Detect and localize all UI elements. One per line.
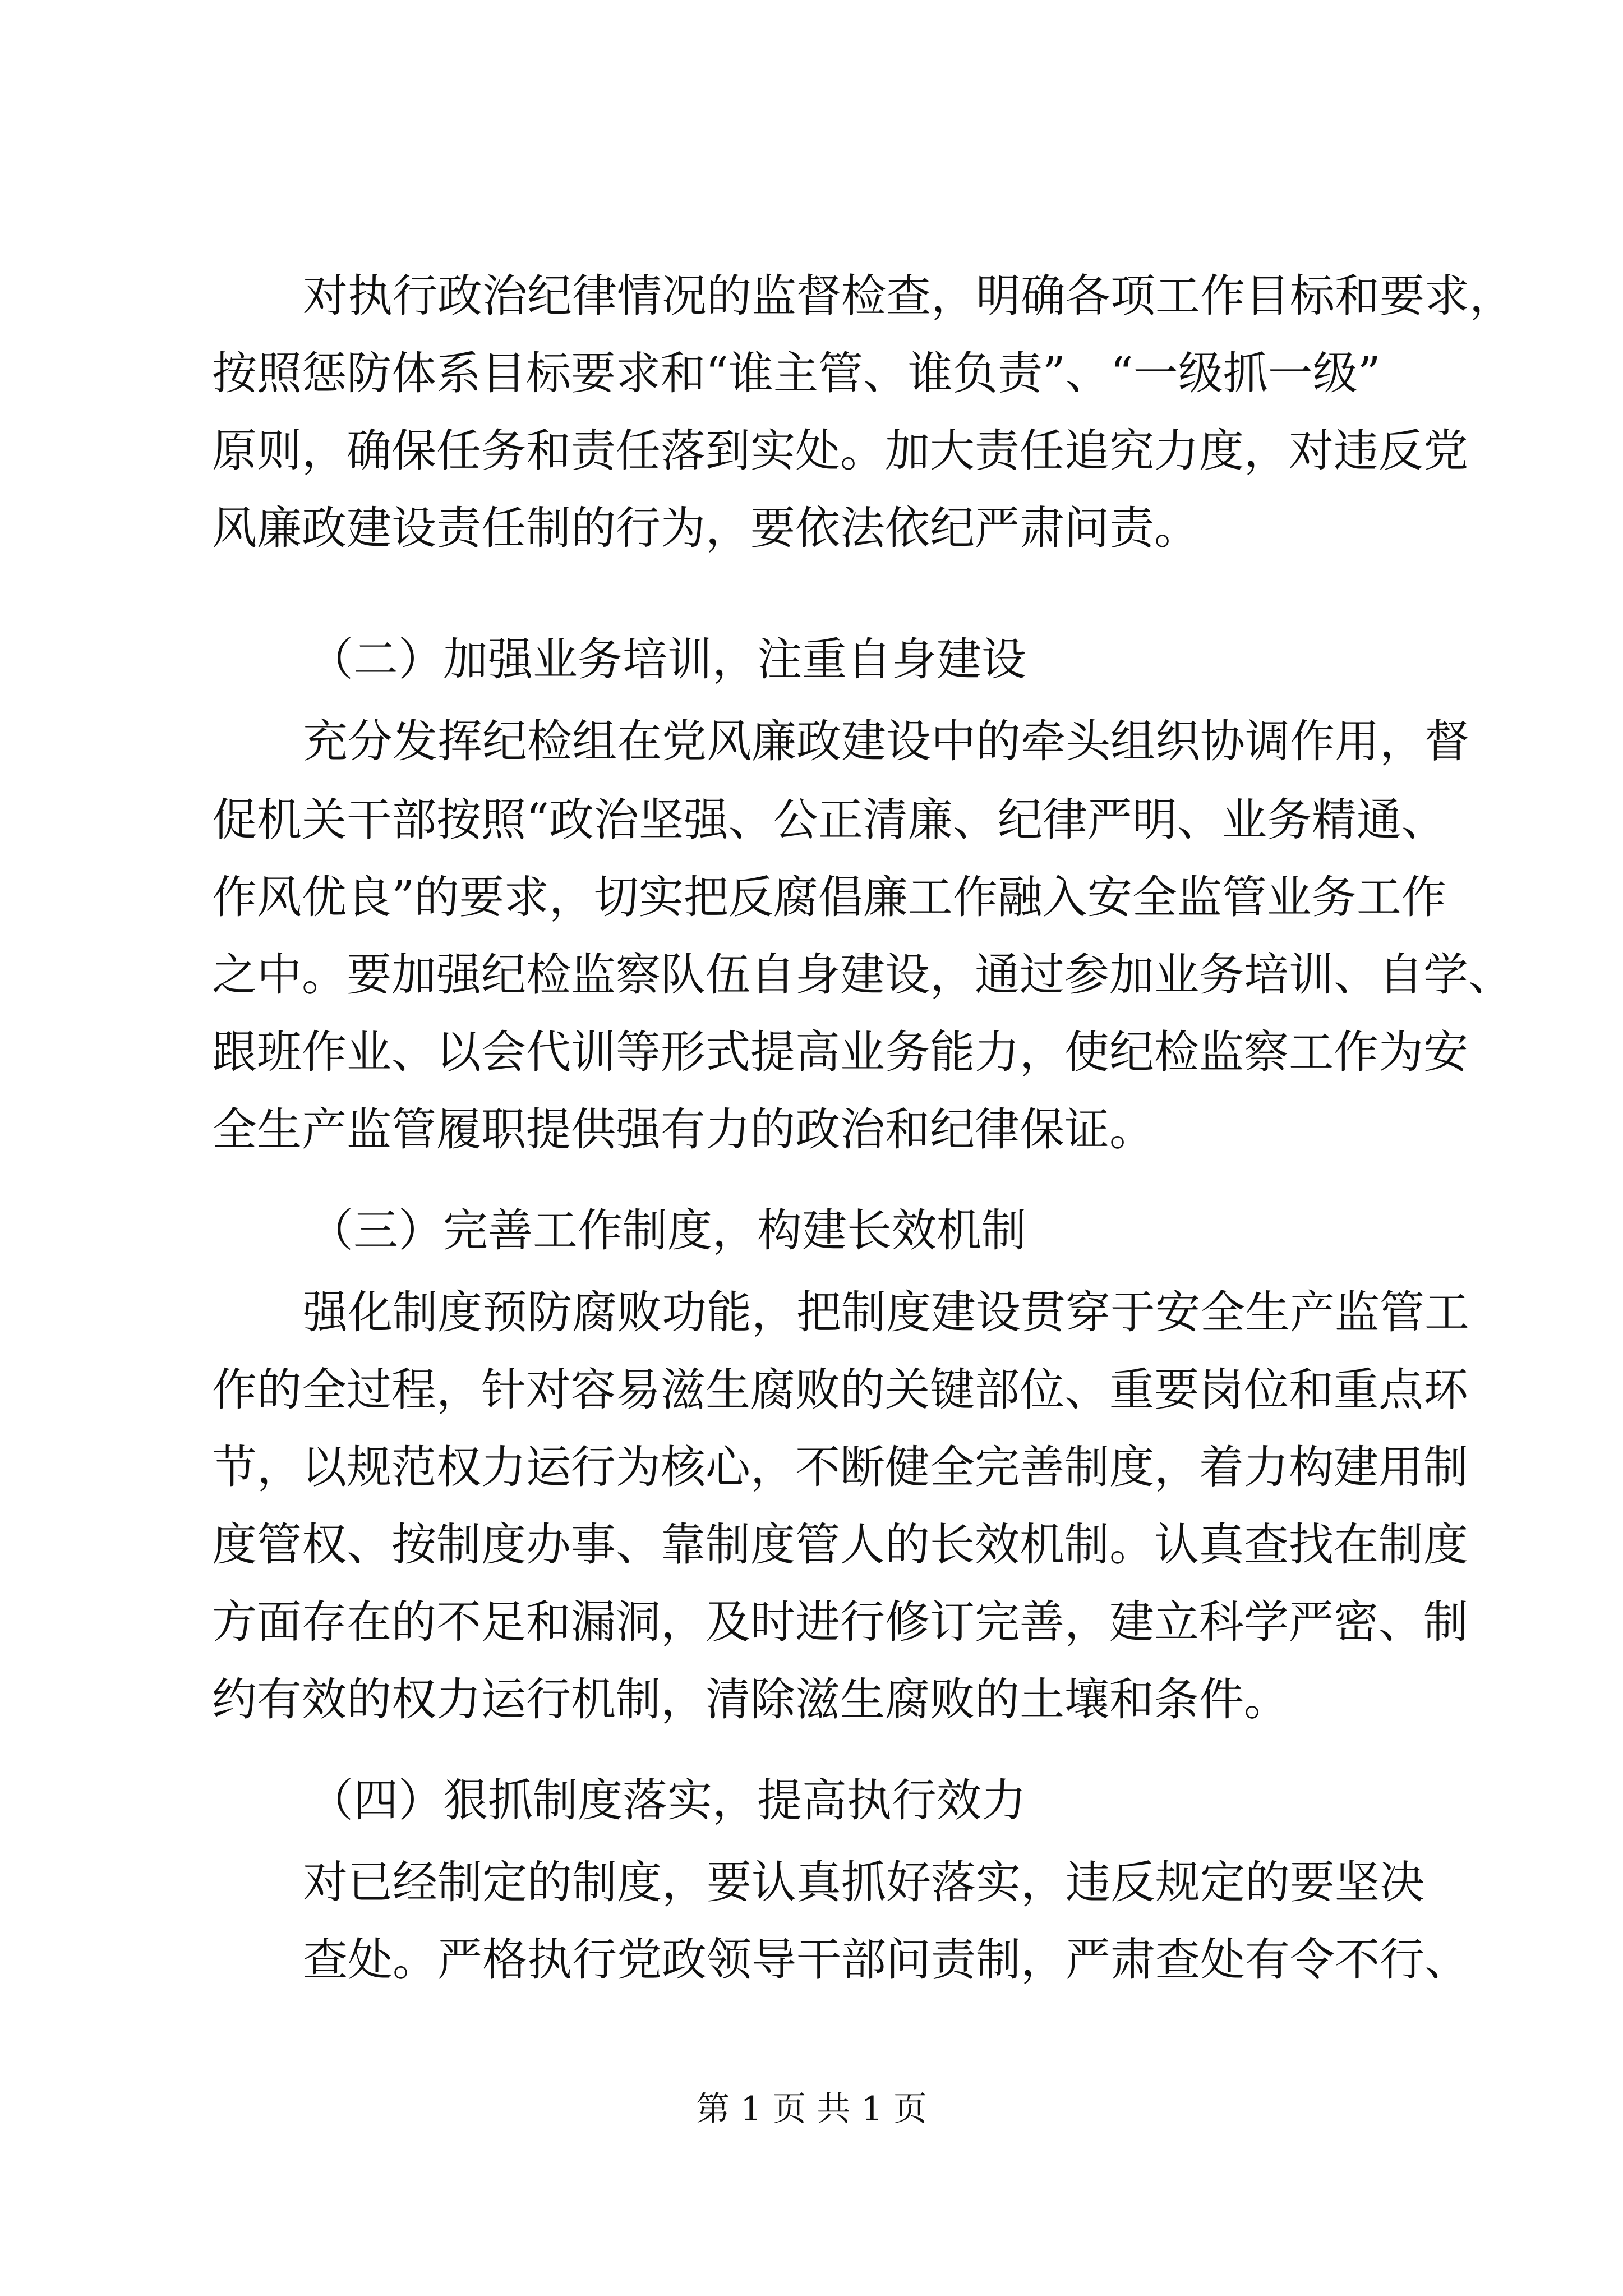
body-text-line: 对已经制定的制度，要认真抓好落实，违反规定的要坚决	[303, 1856, 1424, 1908]
body-text-line: 对执行政治纪律情况的监督检查，明确各项工作目标和要求，	[303, 270, 1514, 322]
body-text-line: 促机关干部按照“政治坚强、公正清廉、纪律严明、业务精通、	[212, 794, 1446, 846]
section-heading: （三）完善工作制度，构建长效机制	[308, 1204, 1026, 1257]
body-text-line: 方面存在的不足和漏洞，及时进行修订完善，建立科学严密、制	[212, 1596, 1468, 1648]
body-text-line: 之中。要加强纪检监察队伍自身建设，通过参加业务培训、自学、	[212, 949, 1513, 1001]
body-text-line: 度管权、按制度办事、靠制度管人的长效机制。认真查找在制度	[212, 1519, 1468, 1571]
body-text-line: 作的全过程，针对容易滋生腐败的关键部位、重要岗位和重点环	[212, 1364, 1468, 1416]
body-text-line: 约有效的权力运行机制，清除滋生腐败的土壤和条件。	[212, 1673, 1289, 1726]
body-text-line: 按照惩防体系目标要求和“谁主管、谁负责”、“一级抓一级”	[212, 347, 1381, 399]
body-text-line: 全生产监管履职提供强有力的政治和纪律保证。	[212, 1103, 1154, 1156]
section-heading: （二）加强业务培训，注重自身建设	[308, 633, 1026, 685]
body-text-line: 充分发挥纪检组在党风廉政建设中的牵头组织协调作用，督	[303, 715, 1469, 767]
body-text-line: 查处。严格执行党政领导干部问责制，严肃查处有令不行、	[303, 1934, 1469, 1986]
body-text-line: 风廉政建设责任制的行为，要依法依纪严肃问责。	[212, 502, 1199, 554]
section-heading: （四）狠抓制度落实，提高执行效力	[308, 1774, 1026, 1826]
body-text-line: 强化制度预防腐败功能，把制度建设贯穿于安全生产监管工	[303, 1286, 1469, 1338]
body-text-line: 作风优良”的要求，切实把反腐倡廉工作融入安全监管业务工作	[212, 871, 1446, 923]
body-text-line: 跟班作业、以会代训等形式提高业务能力，使纪检监察工作为安	[212, 1026, 1468, 1078]
body-text-line: 节，以规范权力运行为核心，不断健全完善制度，着力构建用制	[212, 1441, 1468, 1493]
body-text-line: 原则，确保任务和责任落到实处。加大责任追究力度，对违反党	[212, 425, 1468, 477]
page-footer: 第 1 页 共 1 页	[696, 2090, 927, 2129]
